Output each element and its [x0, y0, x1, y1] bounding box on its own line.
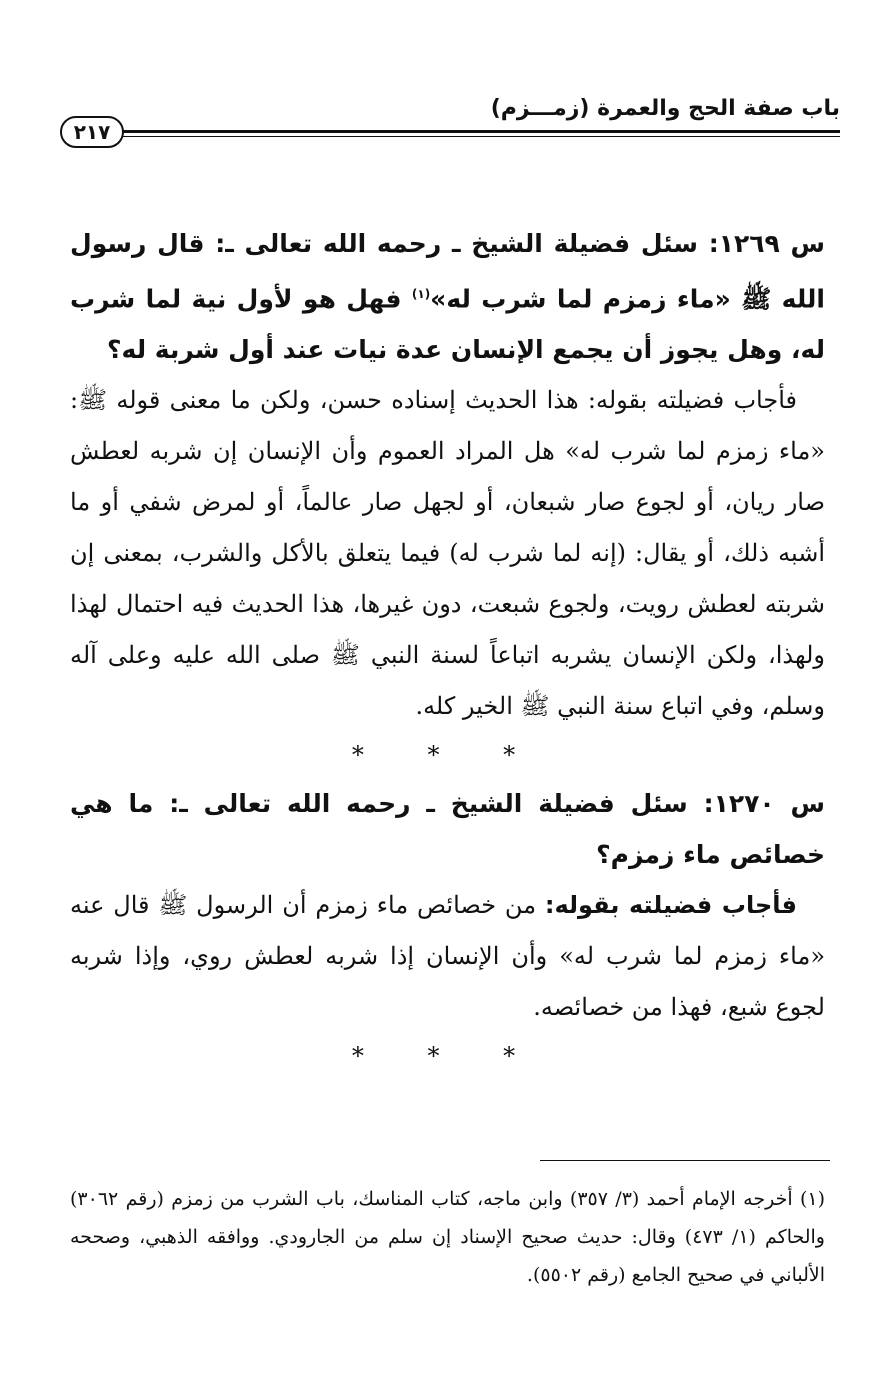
page-body — [70, 218, 825, 1079]
header-rule — [122, 130, 840, 133]
section-separator: * * * — [351, 741, 544, 770]
footnote-marker[interactable]: (١) — [411, 287, 431, 301]
answer-text: من خصائص ماء زمزم أن الرسول ﷺ قال عنه «ماء زمزم لما شرب له» وأن الإنسان إذا شربه لعطش روي، وإذا شربه لجوع شبع، فهذا من خصائصه. — [70, 891, 825, 1022]
question-text-continued: فهل هو لأول نية لما شرب له، وهل يجوز أن يجمع الإنسان عدة نيات عند أول شربة له؟ — [70, 284, 825, 365]
question-1270: س ١٢٧٠: سئل فضيلة الشيخ ـ رحمه الله تعالى ـ: ما هي خصائص ماء زمزم؟ — [70, 789, 826, 870]
section-separator-2: * * * — [351, 1042, 544, 1071]
header-rule-thin — [122, 136, 840, 137]
page-header — [60, 96, 840, 156]
question-text: س ١٢٦٩: سئل فضيلة الشيخ ـ رحمه الله تعالى ـ: قال رسول الله ﷺ «ماء زمزم لما شرب له» — [70, 229, 826, 314]
answer-1269: فأجاب فضيلته بقوله: هذا الحديث إسناده حسن، ولكن ما معنى قوله ﷺ: «ماء زمزم لما شرب له» هل المراد العموم وأن الإنسان إن شربه لعطش صار ريان، أو لجوع صار شبعان، أو لجهل صار عالماً، أو لمرض شفي أو ما أشبه ذلك، أو يقال: (إنه لما شرب له) فيما يتعلق بالأكل والشرب، بمعنى إن شربته لعطش رويت، ولجوع شبعت، دون غيرها، هذا الحديث فيه احتمال لهذا ولهذا، ولكن الإنسان يشربه اتباعاً لسنة النبي ﷺ صلى الله عليه وعلى آله وسلم، وفي اتباع سنة النبي ﷺ الخير كله. — [70, 386, 825, 721]
answer-1270 — [70, 880, 825, 1033]
page-number: ٢١٧ — [60, 116, 124, 148]
footnote: (١) أخرجه الإمام أحمد (٣/ ٣٥٧) وابن ماجه، كتاب المناسك، باب الشرب من زمزم (رقم ٣٠٦٢) والحاكم (١/ ٤٧٣) وقال: حديث صحيح الإسناد إن سلم من الجارودي. ووافقه الذهبي، وصححه الألباني في صحيح الجامع (رقم ٥٥٠٢). — [70, 1188, 825, 1286]
answer-lead: فأجاب فضيلته بقوله: — [544, 891, 797, 920]
question-1269 — [70, 218, 825, 375]
footnote-divider — [540, 1160, 830, 1161]
running-title: باب صفة الحج والعمرة (زمـــزم) — [490, 96, 840, 121]
